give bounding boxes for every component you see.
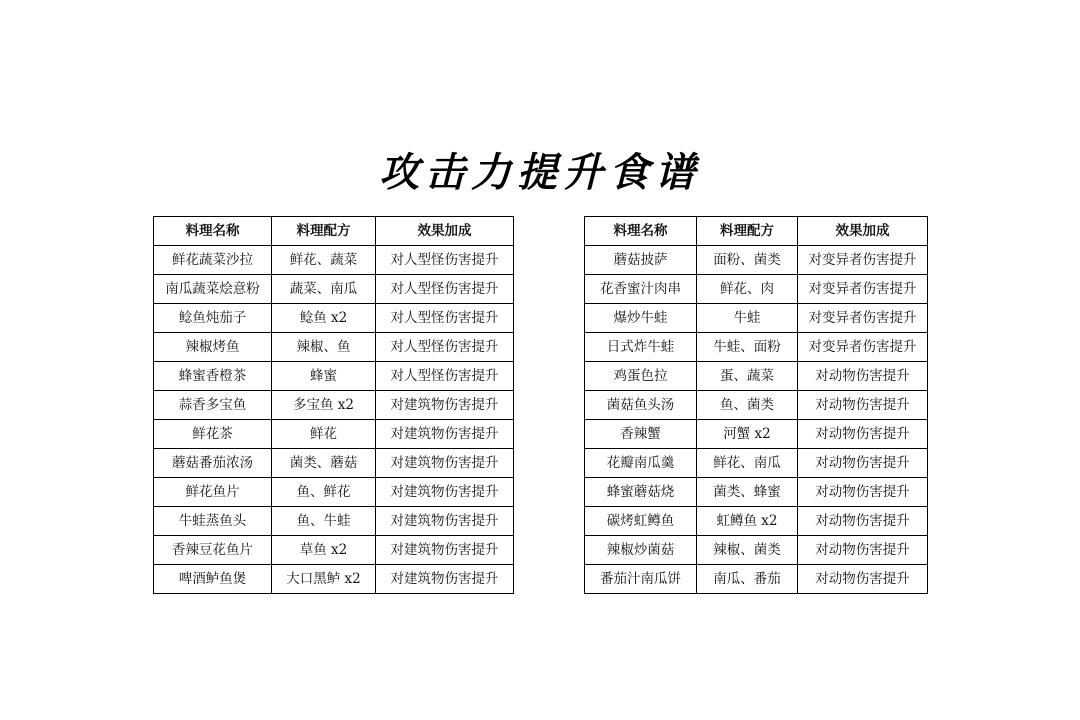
- effect-cell: 对人型怪伤害提升: [376, 362, 514, 391]
- table-row: [154, 246, 514, 275]
- dish-name-cell: 鲜花茶: [154, 420, 272, 449]
- effect-cell: 对变异者伤害提升: [798, 275, 928, 304]
- table-row: [585, 565, 928, 594]
- effect-cell: 对建筑物伤害提升: [376, 565, 514, 594]
- recipe-cell: 鱼、牛蛙: [272, 507, 376, 536]
- dish-name-cell: 鲜花蔬菜沙拉: [154, 246, 272, 275]
- header-dish-name: 料理名称: [154, 217, 272, 246]
- table-row: [154, 275, 514, 304]
- dish-name-cell: 碳烤虹鳟鱼: [585, 507, 697, 536]
- recipe-cell: 蔬菜、南瓜: [272, 275, 376, 304]
- recipe-cell: 河蟹 x2: [697, 420, 798, 449]
- dish-name-cell: 爆炒牛蛙: [585, 304, 697, 333]
- effect-cell: 对人型怪伤害提升: [376, 304, 514, 333]
- recipe-cell: 蜂蜜: [272, 362, 376, 391]
- table-row: [585, 333, 928, 362]
- table-row: [154, 362, 514, 391]
- recipe-cell: 大口黑鲈 x2: [272, 565, 376, 594]
- header-effect: 效果加成: [798, 217, 928, 246]
- dish-name-cell: 花香蜜汁肉串: [585, 275, 697, 304]
- table-row: [585, 478, 928, 507]
- dish-name-cell: 鸡蛋色拉: [585, 362, 697, 391]
- table-row: [585, 507, 928, 536]
- table-row: [585, 362, 928, 391]
- recipe-cell: 鲜花: [272, 420, 376, 449]
- dish-name-cell: 鲜花鱼片: [154, 478, 272, 507]
- dish-name-cell: 菌菇鱼头汤: [585, 391, 697, 420]
- effect-cell: 对动物伤害提升: [798, 449, 928, 478]
- recipe-cell: 面粉、菌类: [697, 246, 798, 275]
- table-row: [585, 420, 928, 449]
- recipe-cell: 鱼、菌类: [697, 391, 798, 420]
- recipe-cell: 草鱼 x2: [272, 536, 376, 565]
- effect-cell: 对动物伤害提升: [798, 420, 928, 449]
- table-row: [585, 391, 928, 420]
- table-row: [585, 275, 928, 304]
- recipe-cell: 鲜花、南瓜: [697, 449, 798, 478]
- effect-cell: 对建筑物伤害提升: [376, 478, 514, 507]
- dish-name-cell: 香辣蟹: [585, 420, 697, 449]
- recipe-cell: 牛蛙、面粉: [697, 333, 798, 362]
- dish-name-cell: 鲶鱼炖茄子: [154, 304, 272, 333]
- table-row: [154, 478, 514, 507]
- effect-cell: 对动物伤害提升: [798, 362, 928, 391]
- effect-cell: 对建筑物伤害提升: [376, 449, 514, 478]
- recipe-cell: 鲜花、蔬菜: [272, 246, 376, 275]
- table-row: [585, 449, 928, 478]
- effect-cell: 对建筑物伤害提升: [376, 536, 514, 565]
- recipe-cell: 多宝鱼 x2: [272, 391, 376, 420]
- recipe-cell: 菌类、蘑菇: [272, 449, 376, 478]
- recipe-cell: 鲶鱼 x2: [272, 304, 376, 333]
- table-row: [154, 536, 514, 565]
- effect-cell: 对人型怪伤害提升: [376, 246, 514, 275]
- page-title: 攻击力提升食谱: [379, 149, 701, 196]
- header-recipe: 料理配方: [697, 217, 798, 246]
- effect-cell: 对动物伤害提升: [798, 565, 928, 594]
- dish-name-cell: 花瓣南瓜羹: [585, 449, 697, 478]
- effect-cell: 对变异者伤害提升: [798, 333, 928, 362]
- header-effect: 效果加成: [376, 217, 514, 246]
- header-recipe: 料理配方: [272, 217, 376, 246]
- dish-name-cell: 南瓜蔬菜烩意粉: [154, 275, 272, 304]
- table-row: [585, 536, 928, 565]
- effect-cell: 对建筑物伤害提升: [376, 420, 514, 449]
- effect-cell: 对动物伤害提升: [798, 536, 928, 565]
- dish-name-cell: 蘑菇披萨: [585, 246, 697, 275]
- effect-cell: 对变异者伤害提升: [798, 246, 928, 275]
- recipe-cell: 南瓜、番茄: [697, 565, 798, 594]
- dish-name-cell: 辣椒炒菌菇: [585, 536, 697, 565]
- recipe-cell: 鲜花、肉: [697, 275, 798, 304]
- table-row: [154, 449, 514, 478]
- table-row: [585, 304, 928, 333]
- effect-cell: 对变异者伤害提升: [798, 304, 928, 333]
- table-row: [154, 507, 514, 536]
- dish-name-cell: 辣椒烤鱼: [154, 333, 272, 362]
- effect-cell: 对建筑物伤害提升: [376, 391, 514, 420]
- effect-cell: 对动物伤害提升: [798, 507, 928, 536]
- effect-cell: 对人型怪伤害提升: [376, 333, 514, 362]
- table-row: [585, 246, 928, 275]
- dish-name-cell: 蒜香多宝鱼: [154, 391, 272, 420]
- table-row: [154, 420, 514, 449]
- table-header-row: [585, 217, 928, 246]
- recipe-table-right: [584, 216, 928, 594]
- table-row: [154, 333, 514, 362]
- dish-name-cell: 牛蛙蒸鱼头: [154, 507, 272, 536]
- dish-name-cell: 番茄汁南瓜饼: [585, 565, 697, 594]
- dish-name-cell: 蜂蜜蘑菇烧: [585, 478, 697, 507]
- dish-name-cell: 蘑菇番茄浓汤: [154, 449, 272, 478]
- dish-name-cell: 蜂蜜香橙茶: [154, 362, 272, 391]
- dish-name-cell: 啤酒鲈鱼煲: [154, 565, 272, 594]
- dish-name-cell: 日式炸牛蛙: [585, 333, 697, 362]
- recipe-cell: 牛蛙: [697, 304, 798, 333]
- table-row: [154, 304, 514, 333]
- table-row: [154, 565, 514, 594]
- effect-cell: 对人型怪伤害提升: [376, 275, 514, 304]
- effect-cell: 对建筑物伤害提升: [376, 507, 514, 536]
- recipe-cell: 辣椒、鱼: [272, 333, 376, 362]
- effect-cell: 对动物伤害提升: [798, 478, 928, 507]
- effect-cell: 对动物伤害提升: [798, 391, 928, 420]
- recipe-table-left: [153, 216, 514, 594]
- recipe-cell: 菌类、蜂蜜: [697, 478, 798, 507]
- table-header-row: [154, 217, 514, 246]
- dish-name-cell: 香辣豆花鱼片: [154, 536, 272, 565]
- recipe-cell: 蛋、蔬菜: [697, 362, 798, 391]
- recipe-cell: 辣椒、菌类: [697, 536, 798, 565]
- header-dish-name: 料理名称: [585, 217, 697, 246]
- recipe-cell: 鱼、鲜花: [272, 478, 376, 507]
- table-row: [154, 391, 514, 420]
- recipe-cell: 虹鳟鱼 x2: [697, 507, 798, 536]
